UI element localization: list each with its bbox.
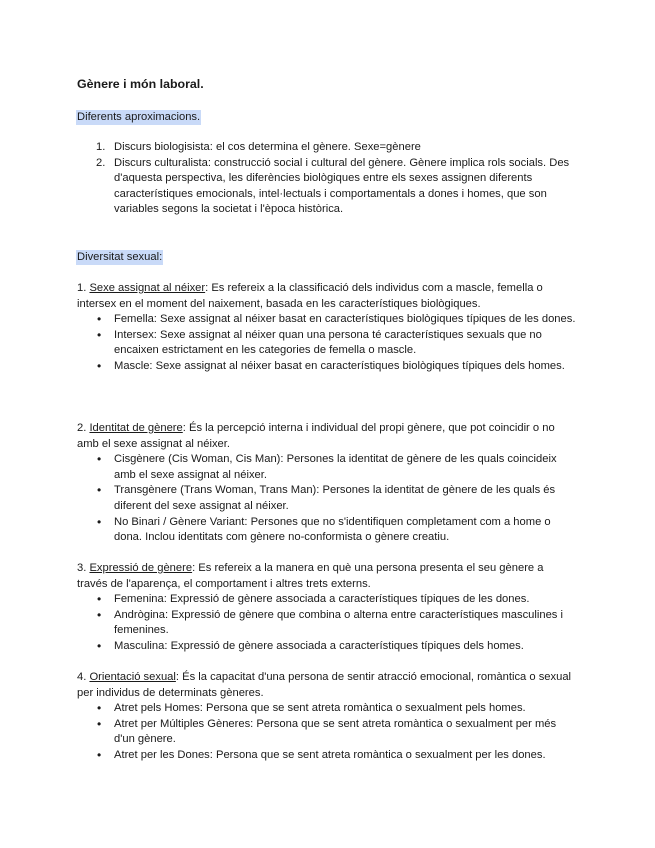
- list-number: 1.: [96, 141, 106, 153]
- bullet-list: [77, 452, 577, 546]
- list-item-text: Discurs culturalista: construcció social i cultural del gènere. Gènere implica rols socials. Des d'aquesta perspectiva, les diferències biològiques entre els sexes assignen diferents característiques emocionals, intel·lectuals i comportamentals a dones i homes, que son variables segons la societat i l'època històrica.: [114, 156, 570, 216]
- diversity-point-4: [77, 670, 577, 764]
- diversity-point-3: [77, 561, 577, 655]
- point-term: Expressió de gènere: [89, 562, 193, 574]
- document-title: Gènere i món laboral.: [77, 77, 204, 91]
- bullet-list: [77, 701, 577, 763]
- approaches-list: [77, 140, 577, 218]
- list-item: [77, 156, 577, 218]
- point-paragraph: [77, 670, 577, 701]
- list-item: • Atret per Múltiples Gèneres: Persona que se sent atreta romàntica o sexualment per més d'un gènere.: [77, 717, 577, 748]
- list-item: • Masculina: Expressió de gènere associada a característiques típiques dels homes.: [77, 639, 577, 655]
- point-definition: : Es refereix a la classificació dels individus com a mascle, femella o intersex en el moment del naixement, basada en les característiques biològiques.: [77, 282, 543, 310]
- list-item: [77, 140, 577, 156]
- list-item: • Cisgènere (Cis Woman, Cis Man): Persones la identitat de gènere de les quals coincideix amb el sexe assignat al néixer.: [77, 452, 577, 483]
- approaches-list-block: [77, 140, 577, 218]
- list-item-text: Discurs biologisista: el cos determina el gènere. Sexe=gènere: [114, 141, 421, 153]
- list-item: • Mascle: Sexe assignat al néixer basat en característiques biològiques típiques dels homes.: [77, 359, 577, 375]
- bullet-list: [77, 312, 577, 374]
- list-item: • Andrògina: Expressió de gènere que combina o alterna entre característiques masculines i femenines.: [77, 608, 577, 639]
- list-item: • Atret per les Dones: Persona que se sent atreta romàntica o sexualment per les dones.: [77, 748, 577, 764]
- list-item: • Intersex: Sexe assignat al néixer quan una persona té característiques sexuals que no encaixen estrictament en les categories de femella o mascle.: [77, 328, 577, 359]
- list-item: • No Binari / Gènere Variant: Persones que no s'identifiquen completament com a home o dona. Inclou identitats com gènere no-conformista o gènere creatiu.: [77, 515, 577, 546]
- list-item: • Femenina: Expressió de gènere associada a característiques típiques de les dones.: [77, 592, 577, 608]
- point-paragraph: [77, 561, 577, 592]
- bullet-list: [77, 592, 577, 654]
- point-number: 1.: [77, 282, 87, 294]
- point-number: 3.: [77, 562, 87, 574]
- point-term: Sexe assignat al néixer: [89, 282, 206, 294]
- point-term: Orientació sexual: [89, 671, 176, 683]
- diversity-point-1: [77, 281, 577, 375]
- list-item: • Transgènere (Trans Woman, Trans Man): Persones la identitat de gènere de les quals és diferent del sexe assignat al néixer.: [77, 483, 577, 514]
- point-paragraph: [77, 421, 577, 452]
- point-number: 2.: [77, 422, 87, 434]
- list-item: • Atret pels Homes: Persona que se sent atreta romàntica o sexualment pels homes.: [77, 701, 577, 717]
- list-item: • Femella: Sexe assignat al néixer basat en característiques biològiques típiques de les dones.: [77, 312, 577, 328]
- point-number: 4.: [77, 671, 87, 683]
- point-paragraph: [77, 281, 577, 312]
- diversity-point-2: [77, 421, 577, 546]
- list-number: 2.: [96, 156, 106, 169]
- section-heading-diversity: Diversitat sexual:: [77, 251, 163, 263]
- point-definition: : Es refereix a la manera en què una persona presenta el seu gènere a través de l'aparença, el comportament i altres trets externs.: [77, 562, 544, 590]
- point-definition: : És la capacitat d'una persona de sentir atracció emocional, romàntica o sexual per individus de determinats gèneres.: [77, 671, 572, 699]
- point-definition: : És la percepció interna i individual del propi gènere, que pot coincidir o no amb el sexe assignat al néixer.: [77, 422, 555, 450]
- section-heading-approaches: Diferents aproximacions.: [77, 111, 201, 123]
- point-term: Identitat de gènere: [89, 422, 183, 434]
